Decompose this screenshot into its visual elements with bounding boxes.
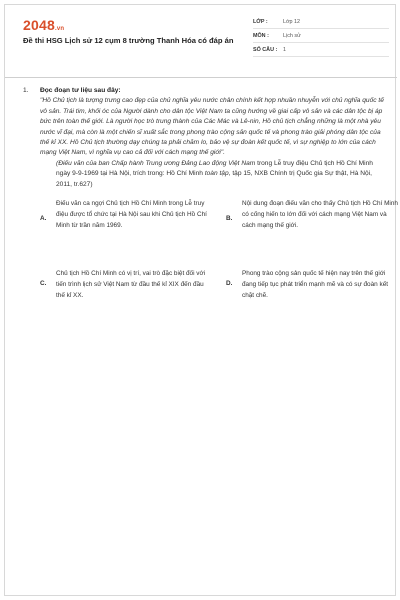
source-title: (Điếu văn của ban Chấp hành Trung ương Đảng Lao động Việt Nam <box>56 159 256 167</box>
question-number: 1. <box>23 87 29 94</box>
option-letter: A. <box>40 215 47 223</box>
info-label-class: LỚP : <box>253 18 268 25</box>
option-b[interactable] <box>226 199 398 231</box>
option-text: Điếu văn ca ngợi Chủ tịch Hồ Chí Minh trong Lễ truy điệu được tổ chức tại Hà Nội sau khi Chủ tịch Hồ Chí Minh từ trần năm 1969. <box>56 200 207 229</box>
question-body <box>40 86 398 329</box>
option-text: Nội dung đoạn điếu văn cho thấy Chủ tịch Hồ Chí Minh có cống hiến to lớn đối với cách mạng Việt Nam và cách mạng thế giới. <box>242 200 398 229</box>
option-text: Phong trào cộng sản quốc tế hiện nay trên thế giới đang tiếp tục phát triển mạnh mẽ và có sự đoàn kết chặt chẽ. <box>242 270 389 299</box>
option-letter: B. <box>226 215 233 223</box>
page-header <box>5 5 397 65</box>
info-label-question-count: SỐ CÂU : <box>253 46 278 53</box>
info-row-class <box>253 15 389 29</box>
site-logo[interactable] <box>23 17 64 33</box>
exam-page <box>4 4 396 596</box>
header-divider <box>5 77 397 78</box>
info-label-subject: MÔN : <box>253 32 269 39</box>
option-text: Chủ tịch Hồ Chí Minh có vị trí, vai trò đặc biệt đối với tiến trình lịch sử Việt Nam từ đầu thế kỉ XIX đến đầu thế kỉ XX. <box>56 270 206 299</box>
source-detail: trong Lễ truy điệu Chủ tịch Hồ Chí Minh ngày 9-9-1969 tại Hà Nội, trích trong: Hồ Chí Minh <box>56 159 373 178</box>
exam-title: Đề thi HSG Lịch sử 12 cụm 8 trường Thanh Hóa có đáp án <box>23 36 234 45</box>
option-letter: C. <box>40 280 47 288</box>
info-value-class: Lớp 12 <box>283 18 301 25</box>
option-letter: D. <box>226 280 233 288</box>
question-prompt: Đọc đoạn tư liệu sau đây: <box>40 87 121 94</box>
question-block <box>23 86 398 329</box>
option-c[interactable] <box>40 269 212 301</box>
quoted-passage: "Hồ Chủ tịch là tượng trưng cao đẹp của chủ nghĩa yêu nước chân chính kết hợp nhuần nhuyễn với chủ nghĩa quốc tế vô sản. Trái tim, khối óc của Người dành cho dân tộc Việt Nam ta cũng hướng về giai cấp vô sản và các dân tộc bị áp bức trên toàn thế giới. Là người học trò trung thành của Các Mác và Lê-nin, Hồ chủ tịch chẳng những là một nhà yêu nước vĩ đại, mà còn là một chiến sĩ xuất sắc trong phong trào cộng sản quốc tế và phong trào giải phóng dân tộc của thế kỉ XX. Hồ Chủ tịch thường dạy chúng ta phải chăm lo, bảo vệ sự đoàn kết quốc tế, vì sự nghiệp to lớn của cách mạng Việt Nam, vì nghĩa vụ cao cả đối với cách mạng thế giới". <box>40 97 384 157</box>
answer-options <box>40 199 398 329</box>
source-book: toàn tập <box>204 170 229 178</box>
exam-info-box <box>253 15 389 57</box>
info-value-question-count: 1 <box>283 46 286 53</box>
info-row-question-count <box>253 43 389 57</box>
passage-source <box>40 159 385 190</box>
option-d[interactable] <box>226 269 398 301</box>
info-value-subject: Lịch sử <box>283 32 301 39</box>
option-a[interactable] <box>40 199 212 231</box>
source-publication: , tập 15, NXB Chính trị Quốc gia Sự thật, Hà Nội, 2011, tr.627) <box>56 170 372 188</box>
logo-text: 2048 <box>23 17 55 33</box>
info-row-subject <box>253 29 389 43</box>
logo-suffix: .vn <box>54 26 65 32</box>
